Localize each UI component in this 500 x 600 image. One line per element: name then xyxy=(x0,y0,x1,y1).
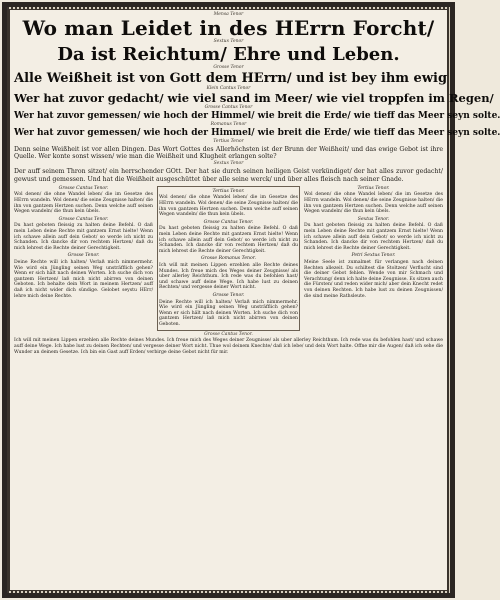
headline-6: Wer hat zuvor gemessen/ wie hoch der Himmel/ wie breit die Erde/ wie tieff das Meer seyn solte. xyxy=(14,128,500,138)
part-label: Grosse Cantus Tenor. xyxy=(204,332,253,338)
part-label: Mensa Tenor xyxy=(213,12,244,17)
headline-3: Alle Weißheit ist von Gott dem HErrn/ und ist bey ihm ewig xyxy=(14,71,448,86)
headline-4: Wer hat zuvor gedacht/ wie viel sand im Meer/ wie viel troppfen im Regen/ xyxy=(14,91,494,105)
column-heading: Grosse Cantus Tenor. xyxy=(58,185,109,191)
column-heading: Petri Sextus Tenor. xyxy=(351,253,396,259)
column-heading: Sextus Tenor. xyxy=(357,216,390,222)
column-heading: Grosse Tenor. xyxy=(67,253,100,259)
column-heading: Tertius Tenor. xyxy=(212,188,245,194)
column-heading: Grosse Tenor. xyxy=(212,292,245,298)
intro-paragraph-2: Der auff seinem Thron sitzet/ ein herrschender GOtt. Der hat sie durch seinen heiligen Geist verkündiget/ der hat alles zuvor gedacht/ gewust und gemessen. Und hat die Weißheit ausgeschüttet über alle seine werck/ und über alles fleisch nach seiner Gnade. xyxy=(14,168,443,183)
column-text: Du hast geboten fleissig zu halten deine Befehl. O daß mein Leben deine Rechte mit gantzem Ernst hielte! Wenn ich schawe allein auff dein Gebot/ so werde ich nicht zu Schanden. Ich dancke dir von rechtem Hertzen/ daß du mich lehrest die Rechte deiner Gerechtigkeit. xyxy=(304,223,443,251)
part-label: Grosse Cantus Tenor xyxy=(204,105,253,110)
text-columns xyxy=(14,185,443,333)
part-label: Sextus Tenor xyxy=(213,39,244,44)
column-heading: Tertius Tenor. xyxy=(357,185,390,191)
footer-block xyxy=(14,332,443,355)
column-heading: Grosse Cantus Tenor. xyxy=(58,216,109,222)
footer-text: Ich will mit meinen Lippen erzehlen alle Rechte deines Mundes. Ich freue mich des Weges deiner Zeugnisse/ als uber allerley Reichthum. Ich rede was du befohlen hast/ und schawe auff deine Wege. Ich habe lust zu deinen Rechten/ und vergesse deiner Wort nicht. Thue wol deinem Knechte/ daß ich lebe/ und dein Wort halte. Offne mir die Augen/ daß ich sehe die Wunder an deinem Gesetze. Ich bin ein Gast auff Erden/ verbirge deine Gebot nicht für mir. xyxy=(14,338,443,355)
part-label: Grosse Tenor xyxy=(213,65,244,70)
part-label: Romanus Tenor xyxy=(210,122,247,127)
column-left xyxy=(14,185,153,333)
part-label: Sextus Tenor xyxy=(213,161,244,167)
column-text: Ich will mit meinen Lippen erzehlen alle Rechte deines Mundes. Ich freue mich des Weges deiner Zeugnisse/ als uber allerley Reichthum. Ich rede was du befohlen hast/ und schawe auff deine Wege. Ich habe lust zu deinen Rechten/ und vergesse deiner Wort nicht. xyxy=(159,262,298,291)
part-label: Tertius Tenor xyxy=(213,139,244,144)
column-text: Du hast geboten fleissig zu halten deine Befehl. O daß mein Leben deine Rechte mit gantzem Ernst hielte! Wenn ich schawe allein auff dein Gebot/ so werde ich nicht zu Schanden. Ich dancke dir von rechtem Hertzen/ daß du mich lehrest die Rechte deiner Gerechtigkeit. xyxy=(14,223,153,251)
column-heading: Grosse Romanus Tenor. xyxy=(201,256,256,262)
column-text: Wol denen/ die ohne Wandel leben/ die im Gesetze des HErrn wandeln. Wol denen/ die seine Zeugnisse halten/ die ihn von gantzem Hertzen suchen. Denn welche auff seinen Wegen wandeln/ die thun kein übels. xyxy=(14,192,153,215)
page-content xyxy=(14,12,500,586)
column-middle xyxy=(157,186,300,332)
headline-1: Wo man Leidet in des HErrn Forcht/ xyxy=(22,16,435,40)
column-text: Du hast geboten fleissig zu halten deine Befehl. O daß mein Leben deine Rechte mit gantzem Ernst hielte! Wenn ich schawe allein auff dein Gebot/ so werde ich nicht zu Schanden. Ich dancke dir von rechtem Hertzen/ daß du mich lehrest die Rechte deiner Gerechtigkeit. xyxy=(159,226,298,254)
column-text: Wol denen/ die ohne Wandel leben/ die im Gesetze des HErrn wandeln. Wol denen/ die seine Zeugnisse halten/ die ihn von gantzem Hertzen suchen. Denn welche auff seinen Wegen wandeln/ die thun kein übels. xyxy=(304,192,443,215)
column-text: Deine Rechte will ich halten/ Verlaß mich nimmermehr. Wie wird ein Jüngling seinen Weg unsträfflich gehen? Wenn er sich hält nach deinen Worten. Ich suche dich von gantzem Hertzen/ laß mich nicht abirren von deinen Geboten. xyxy=(159,299,298,327)
intro-paragraph-1: Denn seine Weißheit ist vor allen Dingen. Das Wort Gottes des Allerhöchsten ist der Brunn der Weißheit/ und das ewige Gebot ist ihre Quelle. Wer konte sonst wissen/ wie man die Weißheit und Klugheit erlangen solte? xyxy=(14,146,443,161)
column-text: Deine Rechte will ich halten/ Verlaß mich nimmermehr. Wie wird ein Jüngling seinen Weg unsträfflich gehen? Wenn er sich hält nach deinen Worten. Ich suche dich von gantzem Hertzen/ laß mich nicht abirren von deinen Geboten. Ich behalte dein Wort in meinem Hertzen/ auff daß ich nicht wider dich sündige. Gelobet seystu HErr/ lehre mich deine Rechte. xyxy=(14,259,153,299)
column-right xyxy=(304,185,443,333)
column-text: Wol denen/ die ohne Wandel leben/ die im Gesetze des HErrn wandeln. Wol denen/ die seine Zeugnisse halten/ die ihn von gantzem Hertzen suchen. Denn welche auff seinen Wegen wandeln/ die thun kein übels. xyxy=(159,195,298,218)
headline-2: Da ist Reichtum/ Ehre und Leben. xyxy=(57,44,400,65)
part-label: Klein Cantus Tenor xyxy=(206,86,251,91)
column-text: Meine Seele ist zumalmet für verlangen nach deinen Rechten allezeit. Du schiltest die Stoltzen/ Verflucht sind die deiner Gebot fehlen. Wende von mir Schmach und Verachtung/ denn ich halte deine Zeugnisse. Es sitzen auch die Fürsten/ und reden wider mich/ aber dein Knecht redet von deinen Rechten. Ich habe lust zu deinen Zeugnissen/ die sind meine Rathsleute. xyxy=(304,259,443,299)
headline-5: Wer hat zuvor gemessen/ wie hoch der Himmel/ wie breit die Erde/ wie tieff das Meer seyn solte. xyxy=(14,111,500,121)
column-heading: Grosse Cantus Tenor. xyxy=(203,219,254,225)
